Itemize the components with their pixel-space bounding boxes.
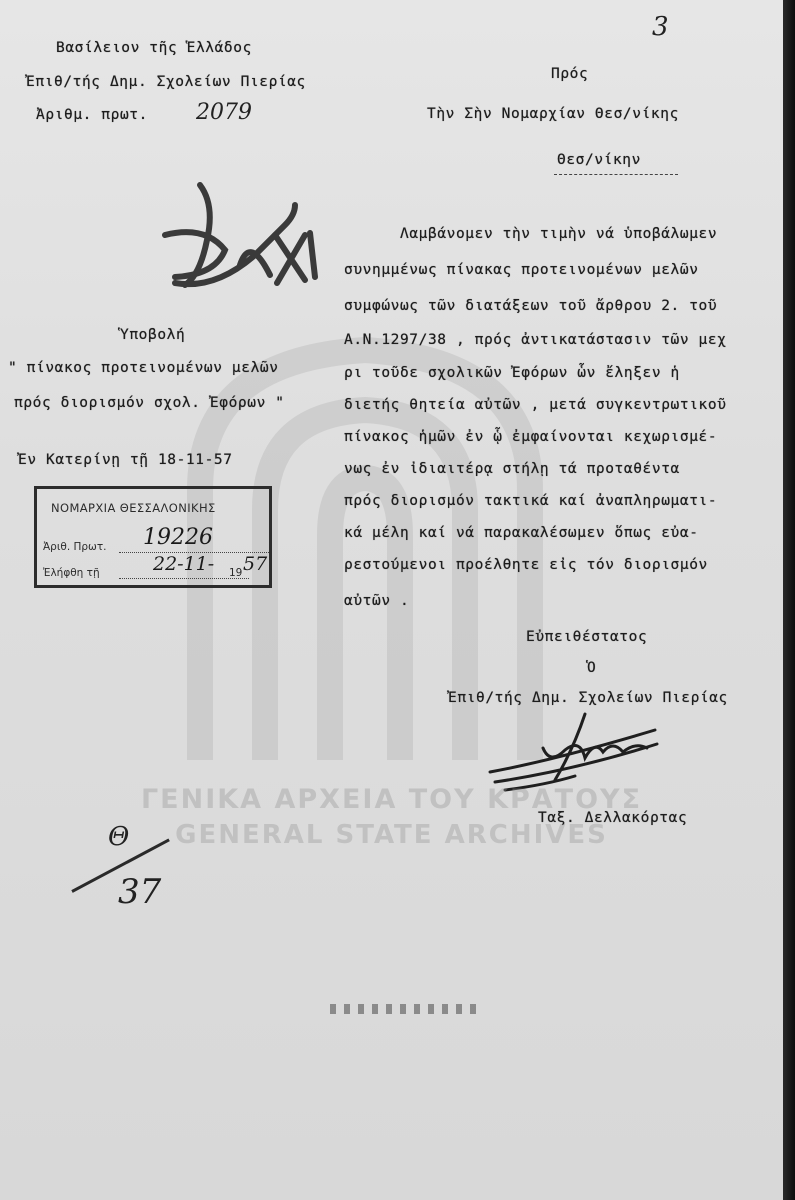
body-line-8: νως ἐν ἰδιαιτέρᾳ στήλῃ τά προταθέντα — [344, 461, 680, 477]
watermark-line-english: GENERAL STATE ARCHIVES — [175, 820, 608, 850]
place-date: Ἐν Κατερίνῃ τῇ 18-11-57 — [18, 452, 233, 468]
subject-line-2: πρός διορισμόν σχολ. Ἐφόρων " — [14, 395, 285, 411]
handwritten-note-icon — [145, 165, 325, 305]
page-number: 3 — [652, 12, 669, 42]
stamp-received-value: 22-11- — [153, 553, 215, 575]
body-line-6: διετής θητεία αὐτῶν , μετά συγκεντρωτικοῦ — [344, 397, 727, 413]
protocol-label: Ἀριθμ. πρωτ. — [36, 107, 148, 123]
faint-marks — [330, 1004, 480, 1014]
sender-line-inspectorate: Ἐπιθ/τής Δημ. Σχολείων Πιερίας — [26, 74, 306, 90]
protocol-number: 2079 — [196, 100, 252, 125]
subject-heading: Ὑποβολή — [120, 327, 186, 343]
recipient-name: Τὴν Σὴν Νομαρχίαν Θεσ/νίκης — [427, 106, 679, 122]
body-line-1: Λαμβάνομεν τὴν τιμὴν νά ὑποβάλωμεν — [400, 226, 718, 242]
file-mark-bottom: 37 — [118, 872, 162, 912]
file-mark-top: Θ — [108, 822, 130, 852]
registry-stamp — [34, 486, 272, 588]
closing-salutation: Εὐπειθέστατος — [526, 629, 648, 645]
body-line-5: ρι τοῦδε σχολικῶν Ἐφόρων ὧν ἔληξεν ἡ — [344, 365, 680, 381]
stamp-number-value: 19226 — [143, 525, 213, 550]
sender-line-kingdom: Βασίλειον τῆς Ἑλλάδος — [56, 40, 252, 56]
recipient-pros: Πρός — [551, 66, 589, 82]
stamp-year-printed: 19 — [229, 567, 243, 579]
body-line-3: συμφώνως τῶν διατάξεων τοῦ ἄρθρου 2. τοῦ — [344, 298, 718, 314]
closing-title: Ἐπιθ/τής Δημ. Σχολείων Πιερίας — [448, 690, 728, 706]
signatory-name: Ταξ. Δελλακόρτας — [538, 810, 688, 826]
body-line-7: πίνακος ἡμῶν ἐν ᾧ ἐμφαίνονται κεχωρισμέ- — [344, 429, 718, 445]
stamp-number-label: Ἀριθ. Πρωτ. — [43, 541, 107, 553]
body-line-10: κά μέλη καί νά παρακαλέσωμεν ὅπως εὐα- — [344, 525, 699, 541]
subject-line-1: " πίνακος προτεινομένων μελῶν — [8, 360, 279, 376]
closing-article: Ὁ — [587, 660, 597, 676]
body-line-2: συνημμένως πίνακας προτεινομένων μελῶν — [344, 262, 699, 278]
body-line-11: ρεστούμενοι προέλθητε εἰς τόν διορισμόν — [344, 557, 708, 573]
watermark-line-greek: ΓΕΝΙΚΑ ΑΡΧΕΙΑ ΤΟΥ ΚΡΑΤΟΥΣ — [140, 784, 643, 815]
body-line-12: αὐτῶν . — [344, 593, 410, 609]
body-line-9: πρός διορισμόν τακτικά καί ἀναπληρωματι- — [344, 493, 718, 509]
recipient-city: Θεσ/νίκην — [557, 152, 641, 168]
stamp-title: ΝΟΜΑΡΧΙΑ ΘΕΣΣΑΛΟΝΙΚΗΣ — [51, 501, 216, 515]
body-line-4: Α.Ν.1297/38 , πρός ἀντικατάστασιν τῶν μεχ — [344, 332, 727, 348]
recipient-underline — [554, 174, 678, 175]
scan-edge — [783, 0, 795, 1200]
stamp-year-hand: 57 — [243, 553, 268, 575]
stamp-received-label: Ἐλήφθη τῇ — [43, 567, 100, 579]
